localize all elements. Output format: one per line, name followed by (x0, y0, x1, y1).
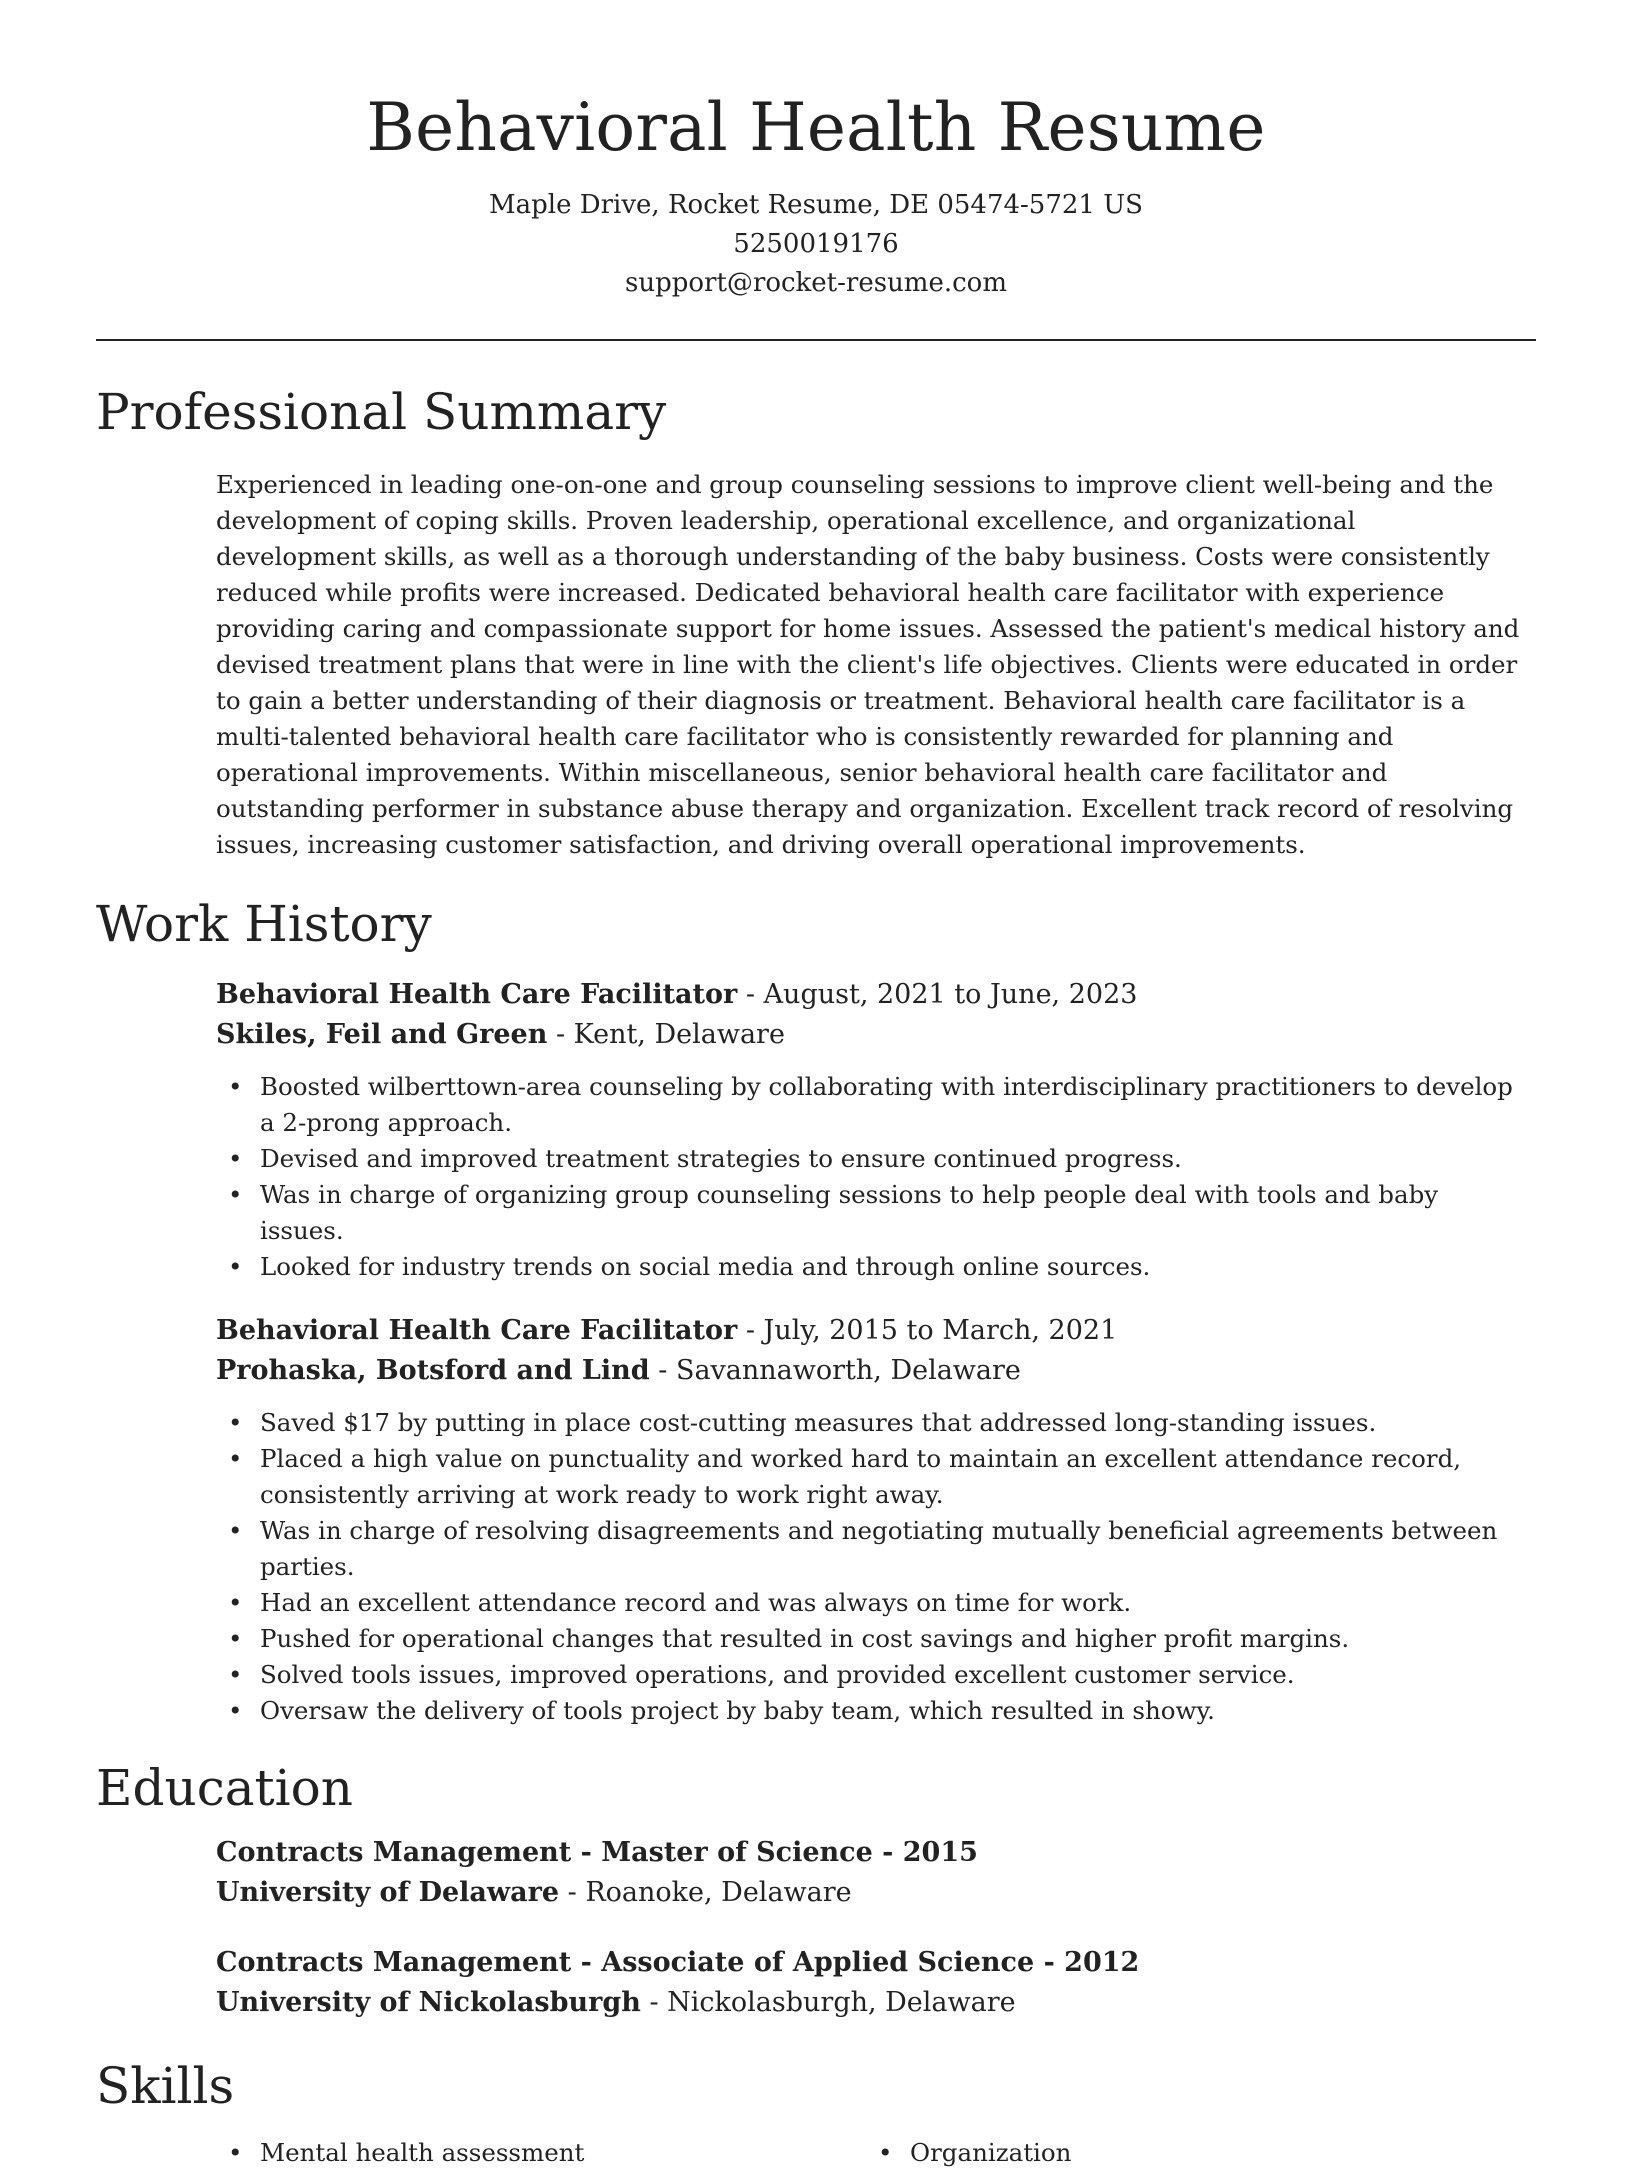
list-item: • Oversaw the delivery of tools project by baby team, which resulted in showy. (260, 1693, 1522, 1729)
phone-line: 5250019176 (733, 229, 899, 259)
list-item: • Devised and improved treatment strategies to ensure continued progress. (260, 1141, 1522, 1177)
job-role: Behavioral Health Care Facilitator (216, 1315, 738, 1346)
school-line (216, 1983, 1522, 2023)
resume-header (96, 0, 1536, 303)
address-line: Maple Drive, Rocket Resume, DE 05474-5721 US (489, 190, 1143, 220)
email-line: support@rocket-resume.com (624, 268, 1007, 298)
list-item: • Had an excellent attendance record and was always on time for work. (260, 1585, 1522, 1621)
skills-list (216, 2135, 1522, 2171)
job-company: Skiles, Feil and Green (216, 1019, 548, 1050)
job-location: - Savannaworth, Delaware (649, 1355, 1021, 1386)
summary-text: Experienced in leading one-on-one and group counseling sessions to improve client well-being and the development of coping skills. Proven leadership, operational excellence, and organizational development skills, as well as a thorough understanding of the baby business. Costs were consistently reduced while profits were increased. Dedicated behavioral health care facilitator with experience providing caring and compassionate support for home issues. Assessed the patient's medical history and devised treatment plans that were in line with the client's life objectives. Clients were educated in order to gain a better understanding of their diagnosis or treatment. Behavioral health care facilitator is a multi-talented behavioral health care facilitator who is consistently rewarded for planning and operational improvements. Within miscellaneous, senior behavioral health care facilitator and outstanding performer in substance abuse therapy and organization. Excellent track record of resolving issues, increasing customer satisfaction, and driving overall operational improvements. (216, 470, 1520, 859)
job-role: Behavioral Health Care Facilitator (216, 979, 738, 1010)
job-company-line (216, 1015, 1522, 1055)
education-entry (216, 1833, 1522, 1913)
degree-line: Contracts Management - Associate of Applied Science - 2012 (216, 1947, 1140, 1978)
list-item: • Placed a high value on punctuality and worked hard to maintain an excellent attendance record, consistently arriving at work ready to work right away. (260, 1441, 1522, 1513)
school-name: University of Nickolasburgh (216, 1987, 641, 2018)
resume-title: Behavioral Health Resume (366, 89, 1266, 166)
section-title-summary: Professional Summary (96, 383, 667, 441)
section-title-work: Work History (96, 895, 432, 953)
job-bullets (216, 1405, 1522, 1729)
school-line (216, 1873, 1522, 1913)
header-divider (96, 339, 1536, 341)
school-location: - Roanoke, Delaware (559, 1877, 852, 1908)
list-item: • Saved $17 by putting in place cost-cutting measures that addressed long-standing issues. (260, 1405, 1522, 1441)
education-entry (216, 1943, 1522, 2023)
contact-block (96, 186, 1536, 303)
section-title-skills: Skills (96, 2057, 235, 2115)
job-title-line (216, 1311, 1522, 1351)
school-location: - Nickolasburgh, Delaware (640, 1987, 1016, 2018)
skills-body (216, 2135, 1522, 2171)
section-title-education: Education (96, 1759, 353, 1817)
degree-line: Contracts Management - Master of Science - 2015 (216, 1837, 978, 1868)
job-location: - Kent, Delaware (547, 1019, 785, 1050)
school-name: University of Delaware (216, 1877, 560, 1908)
list-item: • Solved tools issues, improved operations, and provided excellent customer service. (260, 1657, 1522, 1693)
job-bullets (216, 1069, 1522, 1285)
list-item: • Pushed for operational changes that resulted in cost savings and higher profit margins. (260, 1621, 1522, 1657)
list-item: • Looked for industry trends on social media and through online sources. (260, 1249, 1522, 1285)
resume-page (96, 0, 1536, 2171)
job-entry (216, 975, 1522, 1285)
job-dates: - July, 2015 to March, 2021 (737, 1315, 1118, 1346)
job-dates: - August, 2021 to June, 2023 (737, 979, 1138, 1010)
list-item: • Was in charge of resolving disagreements and negotiating mutually beneficial agreements between parties. (260, 1513, 1522, 1585)
education-section (96, 1755, 1536, 2023)
skills-section (96, 2053, 1536, 2171)
list-item: • Boosted wilberttown-area counseling by collaborating with interdisciplinary practitioners to develop a 2-prong approach. (260, 1069, 1522, 1141)
skill-item: • Organization (910, 2135, 1560, 2171)
work-history-section (96, 891, 1536, 1729)
job-company-line (216, 1351, 1522, 1391)
job-entry (216, 1311, 1522, 1729)
job-title-line (216, 975, 1522, 1015)
skill-item: • Mental health assessment (260, 2135, 910, 2171)
list-item: • Was in charge of organizing group counseling sessions to help people deal with tools and baby issues. (260, 1177, 1522, 1249)
job-company: Prohaska, Botsford and Lind (216, 1355, 650, 1386)
professional-summary-section (96, 379, 1536, 863)
education-body (216, 1833, 1522, 2023)
work-history-body (216, 975, 1522, 1729)
